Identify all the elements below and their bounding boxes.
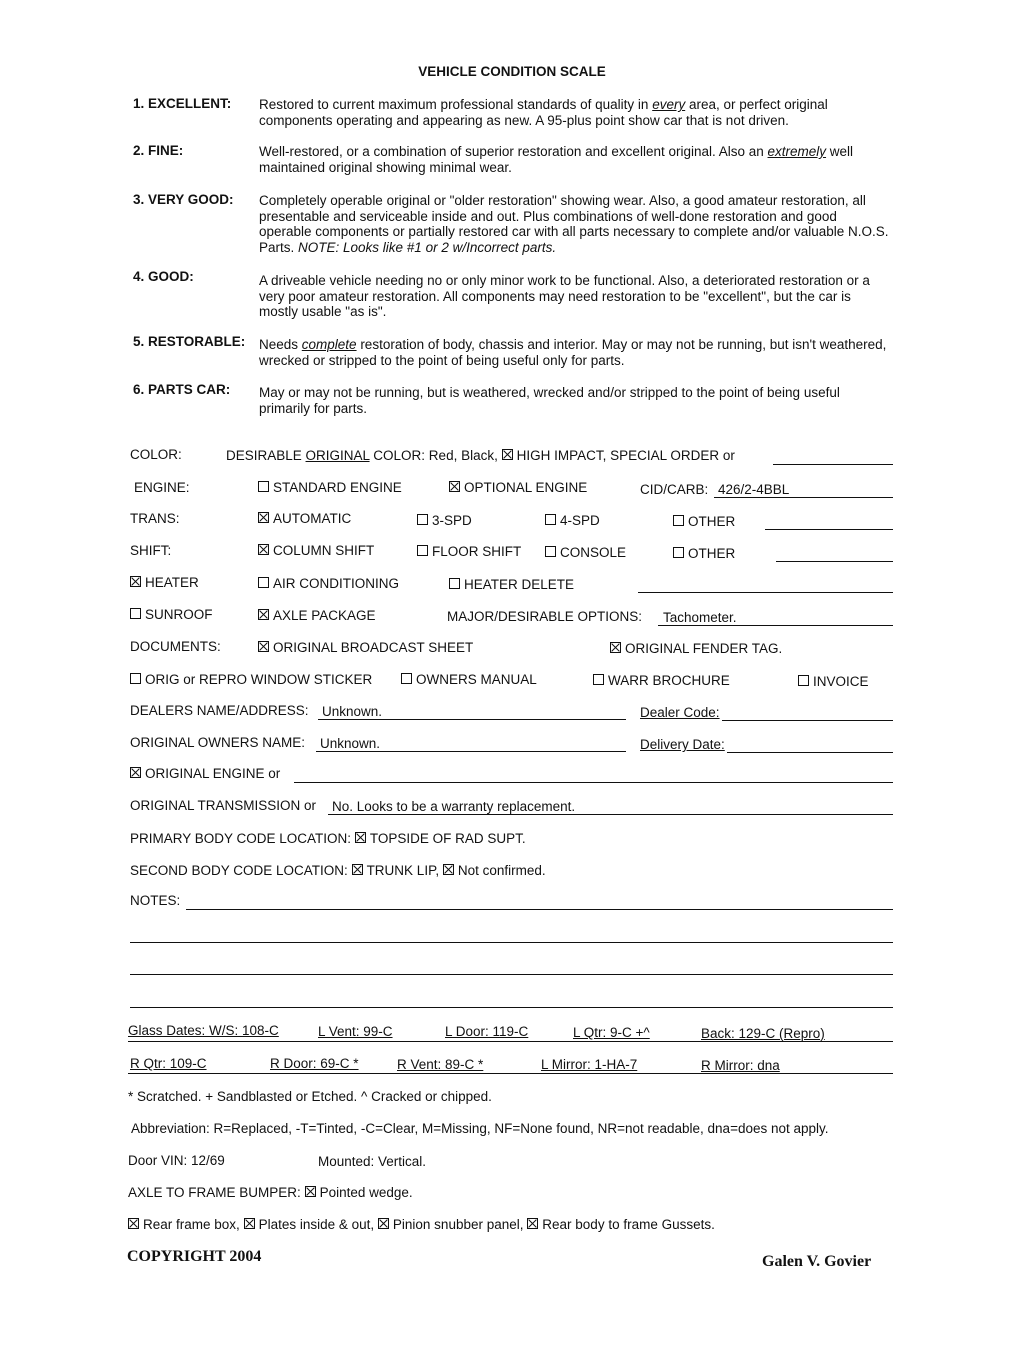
- checkbox-checked-icon: [610, 642, 621, 653]
- delivery-date-line: [727, 752, 893, 753]
- standard-engine-option[interactable]: STANDARD ENGINE: [258, 480, 402, 495]
- cid-fill-line: [714, 497, 893, 498]
- shift-label: SHIFT:: [130, 543, 172, 558]
- delivery-date-label: Delivery Date:: [640, 737, 725, 752]
- checkbox-icon: [130, 608, 141, 619]
- checkbox-icon: [417, 514, 428, 525]
- shift-fill-line: [776, 561, 893, 562]
- condition-text: Completely operable original or "older restoration" showing wear. Also, a good amateur restoration, all presentable and serviceable inside and out. Plus combinations of well-done restoration and good operable components or partially restored car with all parts necessary to complete and/or valuable N.O.S. Parts. NOTE: Looks like #1 or 2 w/Incorrect parts.: [259, 193, 889, 255]
- major-options-value: Tachometer.: [663, 610, 737, 625]
- checkbox-checked-icon: [258, 609, 269, 620]
- checkbox-icon: [417, 545, 428, 556]
- trans-label: TRANS:: [130, 511, 180, 526]
- glass-l-qtr: L Qtr: 9-C +^: [573, 1025, 650, 1040]
- automatic-option[interactable]: AUTOMATIC: [258, 511, 351, 526]
- glass-legend: * Scratched. + Sandblasted or Etched. ^ Cracked or chipped.: [128, 1089, 492, 1104]
- glass-r-qtr: R Qtr: 109-C: [130, 1056, 207, 1071]
- checkbox-checked-icon: [355, 832, 366, 843]
- checkbox-checked-icon: [527, 1218, 538, 1229]
- cid-carb-value: 426/2-4BBL: [718, 482, 790, 497]
- optional-engine-option[interactable]: OPTIONAL ENGINE: [449, 480, 587, 495]
- air-conditioning-option[interactable]: AIR CONDITIONING: [258, 576, 399, 591]
- checkbox-icon: [258, 481, 269, 492]
- glass-l-vent: L Vent: 99-C: [318, 1024, 393, 1039]
- condition-label: 5. RESTORABLE:: [133, 334, 246, 349]
- dealer-code-line: [722, 720, 893, 721]
- glass-l-door: L Door: 119-C: [445, 1024, 529, 1039]
- color-text: DESIRABLE ORIGINAL COLOR: Red, Black, HIGH IMPACT, SPECIAL ORDER or: [226, 448, 735, 463]
- checkbox-checked-icon: [305, 1186, 316, 1197]
- frame-items: Rear frame box, Plates inside & out, Pinion snubber panel, Rear body to frame Gussets.: [128, 1217, 715, 1232]
- 4-spd-option[interactable]: 4-SPD: [545, 513, 600, 528]
- condition-label: 1. EXCELLENT:: [133, 96, 232, 111]
- original-transmission-label: ORIGINAL TRANSMISSION or: [130, 798, 317, 813]
- owner-fill-line: [316, 751, 626, 752]
- dealer-label: DEALERS NAME/ADDRESS:: [130, 703, 309, 718]
- shift-other-option[interactable]: OTHER: [673, 546, 735, 561]
- checkbox-checked-icon: [244, 1218, 255, 1229]
- broadcast-sheet-option[interactable]: ORIGINAL BROADCAST SHEET: [258, 640, 473, 655]
- door-vin-mounted: Mounted: Vertical.: [318, 1154, 427, 1169]
- glass-line: [128, 1073, 893, 1074]
- glass-r-vent: R Vent: 89-C *: [397, 1057, 484, 1072]
- dealer-fill-line: [318, 719, 626, 720]
- trans-other-option[interactable]: OTHER: [673, 514, 735, 529]
- color-label: COLOR:: [130, 447, 182, 462]
- copyright: COPYRIGHT 2004: [127, 1248, 262, 1265]
- documents-label: DOCUMENTS:: [130, 639, 221, 654]
- checkbox-icon: [673, 547, 684, 558]
- checkbox-checked-icon: [258, 512, 269, 523]
- checkbox-icon: [449, 578, 460, 589]
- owners-manual-option[interactable]: OWNERS MANUAL: [401, 672, 537, 687]
- checkbox-checked-icon[interactable]: [502, 449, 513, 460]
- owner-label: ORIGINAL OWNERS NAME:: [130, 735, 306, 750]
- checkbox-checked-icon: [258, 544, 269, 555]
- glass-ws: Glass Dates: W/S: 108-C: [128, 1023, 279, 1038]
- checkbox-checked-icon: [352, 864, 363, 875]
- warr-brochure-option[interactable]: WARR BROCHURE: [593, 673, 730, 688]
- checkbox-checked-icon: [449, 481, 460, 492]
- checkbox-icon: [545, 514, 556, 525]
- window-sticker-option[interactable]: ORIG or REPRO WINDOW STICKER: [130, 672, 372, 687]
- condition-text: May or may not be running, but is weathered, wrecked and/or stripped to the point of being useful primarily for parts.: [259, 385, 840, 416]
- glass-line: [128, 1041, 893, 1042]
- axle-package-option[interactable]: AXLE PACKAGE: [258, 608, 376, 623]
- checkbox-icon: [545, 546, 556, 557]
- sunroof-option[interactable]: SUNROOF: [130, 607, 213, 622]
- checkbox-checked-icon: [128, 1218, 139, 1229]
- owner-value: Unknown.: [320, 736, 381, 751]
- glass-r-mirror: R Mirror: dna: [701, 1058, 780, 1073]
- original-transmission-value: No. Looks to be a warranty replacement.: [332, 799, 576, 814]
- fender-tag-option[interactable]: ORIGINAL FENDER TAG.: [610, 641, 782, 656]
- condition-text: Needs complete restoration of body, chassis and interior. May or may not be running, but isn't weathered, wrecked or stripped to the point of being useful only for parts.: [259, 337, 887, 368]
- color-fill-line: [773, 464, 893, 465]
- heater-delete-option[interactable]: HEATER DELETE: [449, 577, 574, 592]
- glass-back: Back: 129-C (Repro): [701, 1026, 825, 1041]
- notes-line: [186, 909, 893, 910]
- primary-body-code-label: PRIMARY BODY CODE LOCATION: TOPSIDE OF RAD SUPT.: [130, 831, 526, 846]
- glass-l-mirror: L Mirror: 1-HA-7: [541, 1057, 638, 1072]
- notes-line: [130, 1007, 893, 1008]
- condition-label: 6. PARTS CAR:: [133, 382, 231, 397]
- condition-label: 4. GOOD:: [133, 269, 194, 284]
- condition-label: 2. FINE:: [133, 143, 184, 158]
- checkbox-icon: [673, 515, 684, 526]
- notes-line: [130, 942, 893, 943]
- notes-line: [130, 974, 893, 975]
- condition-label: 3. VERY GOOD:: [133, 192, 234, 207]
- original-transmission-line: [328, 814, 893, 815]
- 3-spd-option[interactable]: 3-SPD: [417, 513, 472, 528]
- original-engine-option[interactable]: ORIGINAL ENGINE or: [130, 766, 280, 781]
- condition-text: A driveable vehicle needing no or only minor work to be functional. Also, a deteriorated restoration or a very poor amateur restoration. All components may need restoration to be "excellent", but the car is mostly usable "as is".: [259, 273, 870, 319]
- dealer-code-label: Dealer Code:: [640, 705, 720, 720]
- checkbox-checked-icon: [378, 1218, 389, 1229]
- notes-label: NOTES:: [130, 893, 181, 908]
- invoice-option[interactable]: INVOICE: [798, 674, 869, 689]
- options-fill-line: [638, 592, 893, 593]
- checkbox-checked-icon: [130, 576, 141, 587]
- checkbox-icon: [401, 673, 412, 684]
- checkbox-checked-icon: [443, 864, 454, 875]
- heater-option[interactable]: HEATER: [130, 575, 199, 590]
- condition-text: Restored to current maximum professional standards of quality in every area, or perfect original components operating and appearing as new. A 95-plus point show car that is not driven.: [259, 97, 828, 128]
- abbreviation-text: Abbreviation: R=Replaced, -T=Tinted, -C=Clear, M=Missing, NF=None found, NR=not readable, dna=does not apply.: [131, 1121, 829, 1136]
- dealer-value: Unknown.: [322, 704, 383, 719]
- engine-label: ENGINE:: [134, 480, 190, 495]
- second-body-code-label: SECOND BODY CODE LOCATION: TRUNK LIP, Not confirmed.: [130, 863, 546, 878]
- checkbox-icon: [130, 673, 141, 684]
- condition-text: Well-restored, or a combination of superior restoration and excellent original. Also an extremely well maintained original showing minimal wear.: [259, 144, 854, 175]
- floor-shift-option[interactable]: FLOOR SHIFT: [417, 544, 521, 559]
- author: Galen V. Govier: [762, 1253, 872, 1270]
- checkbox-checked-icon: [258, 641, 269, 652]
- console-option[interactable]: CONSOLE: [545, 545, 626, 560]
- major-options-line: [658, 625, 893, 626]
- trans-fill-line: [765, 529, 893, 530]
- axle-frame-bumper: AXLE TO FRAME BUMPER: Pointed wedge.: [128, 1185, 413, 1200]
- checkbox-checked-icon: [130, 767, 141, 778]
- glass-r-door: R Door: 69-C *: [270, 1056, 359, 1071]
- checkbox-icon: [593, 674, 604, 685]
- original-engine-line: [294, 782, 893, 783]
- checkbox-icon: [798, 675, 809, 686]
- door-vin: Door VIN: 12/69: [128, 1153, 225, 1168]
- checkbox-icon: [258, 577, 269, 588]
- major-options-label: MAJOR/DESIRABLE OPTIONS:: [447, 609, 643, 624]
- column-shift-option[interactable]: COLUMN SHIFT: [258, 543, 374, 558]
- cid-carb-label: CID/CARB:: [640, 482, 709, 497]
- page-title: VEHICLE CONDITION SCALE: [418, 64, 606, 79]
